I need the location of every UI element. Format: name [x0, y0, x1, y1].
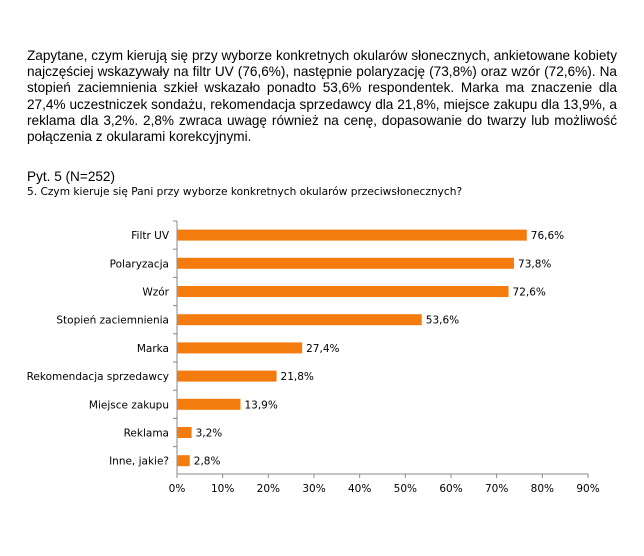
- value-label: 73,8%: [518, 258, 552, 271]
- category-label: Wzór: [142, 286, 169, 299]
- value-label: 3,2%: [195, 427, 223, 440]
- value-label: 2,8%: [193, 455, 221, 468]
- question-number: Pyt. 5 (N=252): [27, 169, 116, 184]
- x-tick-label: 40%: [347, 483, 372, 495]
- value-label: 13,9%: [244, 399, 278, 412]
- bar: [177, 455, 190, 466]
- chart-title: 5. Czym kieruje się Pani przy wyborze konkretnych okularów przeciwsłonecznych?: [27, 186, 463, 198]
- category-label: Polaryzacja: [109, 258, 169, 271]
- category-label: Rekomendacja sprzedawcy: [26, 371, 169, 384]
- value-label: 53,6%: [425, 314, 460, 327]
- x-tick-label: 60%: [439, 483, 463, 495]
- category-label: Reklama: [123, 427, 169, 440]
- bar: [177, 371, 277, 382]
- x-tick-label: 20%: [256, 483, 281, 495]
- x-tick-label: 90%: [576, 483, 600, 495]
- value-label: 21,8%: [280, 371, 314, 384]
- bar: [177, 230, 527, 241]
- bar: [177, 258, 514, 269]
- x-tick-label: 10%: [210, 483, 235, 495]
- bar: [177, 399, 240, 410]
- bar: [177, 342, 302, 353]
- bar: [177, 314, 422, 325]
- category-label: Inne, jakie?: [109, 455, 169, 468]
- category-label: Stopień zaciemnienia: [56, 314, 169, 327]
- x-tick-label: 50%: [393, 483, 418, 495]
- value-label: 76,6%: [530, 230, 565, 243]
- intro-paragraph: Zapytane, czym kierują się przy wyborze konkretnych okularów słonecznych, ankietowane kobiety najczęściej wskazywały na filtr UV (76,6%), następnie polaryzację (73,8%) oraz wzór (72,6%). Na stopień zaciemnienia szkieł wskazało ponadto 53,6% respondentek. Marka ma znaczenie dla 27,4% uczestniczek sondażu, rekomendacja sprzedawcy dla 21,8%, miejsce zakupu dla 13,9%, a reklama dla 3,2%. 2,8% zwraca uwagę również na cenę, dopasowanie do twarzy lub możliwość połączenia z okularami korekcyjnymi.: [27, 48, 617, 145]
- x-tick-label: 30%: [302, 483, 326, 495]
- category-label: Filtr UV: [131, 230, 169, 243]
- category-label: Miejsce zakupu: [88, 399, 169, 412]
- x-tick-label: 80%: [530, 483, 555, 495]
- value-label: 27,4%: [306, 342, 340, 355]
- x-tick-label: 0%: [168, 483, 186, 495]
- bar: [177, 286, 509, 297]
- category-label: Marka: [136, 342, 169, 355]
- x-tick-label: 70%: [484, 483, 509, 495]
- bar: [177, 427, 192, 438]
- value-label: 72,6%: [512, 286, 546, 299]
